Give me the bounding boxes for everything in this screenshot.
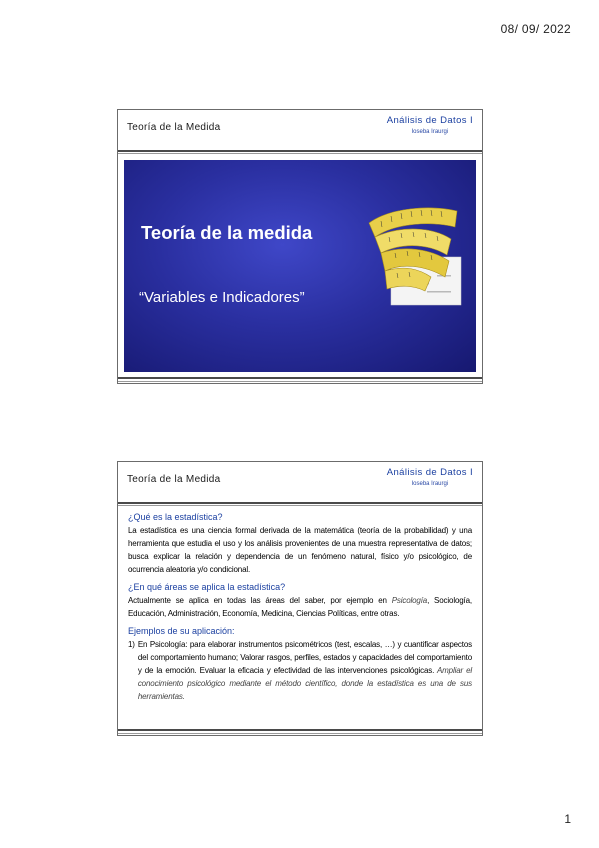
footer-rule-thin xyxy=(118,381,482,382)
footer-rule xyxy=(118,377,482,379)
paragraph-emphasis: Psicología xyxy=(391,596,428,605)
paragraph: La estadística es una ciencia formal derivada de la matemática (teoría de la probabilidad) y una herramienta que estudia el uso y los análisis provenientes de una muestra representativa de datos; busca explicar la relación y dependencia de un fenómeno natural, físico y/o psicológico, de ocurrencia aleatoria y/o condicional. xyxy=(128,526,472,574)
list-item xyxy=(128,638,472,703)
slide-content xyxy=(128,511,472,703)
header-rule xyxy=(118,502,482,504)
header-course: Análisis de Datos I xyxy=(386,467,473,478)
header-title: Teoría de la Medida xyxy=(127,122,221,133)
footer-rule-thin xyxy=(118,733,482,734)
paragraph-text: Actualmente se aplica en todas las áreas del saber, por ejemplo en xyxy=(128,596,392,605)
question-heading: ¿Qué es la estadística? xyxy=(128,512,223,522)
list-text xyxy=(138,638,472,703)
slide-title: Teoría de la medida xyxy=(141,222,313,243)
list-text-main: En Psicología: para elaborar instrumentos psicométricos (test, escalas, …) y cuantificar aspectos del comportamiento humano; Valorar rasgos, perfiles, estados y capacidades del comportamiento y de la emoción. Evaluar la eficacia y efectividad de las intervenciones psicológicas. xyxy=(137,640,472,675)
header-course-block xyxy=(387,115,473,135)
header-course: Análisis de Datos I xyxy=(386,115,473,126)
paragraph-text: , Sociología, Educación, Administración, Economía, Medicina, Ciencias Políticas, entre otras. xyxy=(128,596,472,618)
slide-1 xyxy=(117,109,483,384)
header-rule-thin xyxy=(118,505,482,506)
list-text-emphasis: Ampliar el conocimiento psicológico mediante el método científico, donde la estadística es una de sus herramientas. xyxy=(137,666,473,701)
header-author: Ioseba Iraurgi xyxy=(411,481,449,487)
slide-header xyxy=(118,462,482,502)
header-course-block xyxy=(387,467,473,487)
header-rule-thin xyxy=(118,153,482,154)
slide-subtitle: “Variables e Indicadores” xyxy=(139,289,305,306)
footer-rule xyxy=(118,729,482,731)
question-heading: ¿En qué áreas se aplica la estadística? xyxy=(128,582,286,592)
header-author: Ioseba Iraurgi xyxy=(411,129,449,135)
header-rule xyxy=(118,150,482,152)
question-heading: Ejemplos de su aplicación: xyxy=(128,626,235,636)
list-number: 1) xyxy=(128,640,135,649)
page-date: 08/ 09/ 2022 xyxy=(500,22,571,36)
title-panel xyxy=(124,160,476,372)
header-title: Teoría de la Medida xyxy=(127,474,221,485)
slide-header xyxy=(118,110,482,150)
slide-2 xyxy=(117,461,483,736)
paragraph xyxy=(128,594,472,620)
page-number: 1 xyxy=(564,812,571,826)
measuring-tape-image xyxy=(361,205,464,309)
